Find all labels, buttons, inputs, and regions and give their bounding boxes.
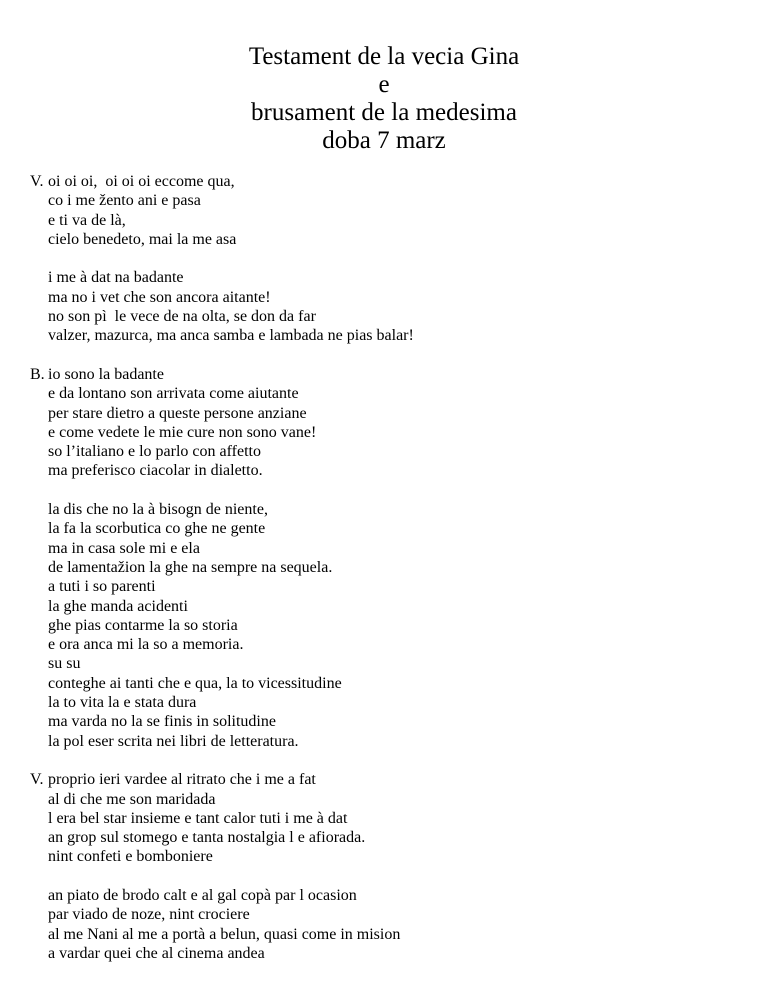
verse-line: la pol eser scrita nei libri de letteratura. bbox=[48, 732, 299, 750]
verse-line: e ti va de là, bbox=[48, 211, 126, 229]
verse-line: io sono la badante bbox=[48, 365, 164, 383]
verse-line: e come vedete le mie cure non sono vane! bbox=[48, 423, 317, 441]
verse-line: l era bel star insieme e tant calor tuti i me à dat bbox=[48, 809, 348, 827]
verse-line: an piato de brodo calt e al gal copà par l ocasion bbox=[48, 886, 357, 904]
stanza bbox=[30, 268, 750, 345]
verse-line: la fa la scorbutica co ghe ne gente bbox=[48, 520, 266, 538]
verse-line: al di che me son maridada bbox=[48, 790, 216, 808]
verse-line: la to vita la e stata dura bbox=[48, 694, 197, 712]
verse-line: cielo benedeto, mai la me asa bbox=[48, 230, 237, 248]
title-line: doba 7 marz bbox=[322, 127, 446, 154]
verse-line: proprio ieri vardee al ritrato che i me a fat bbox=[48, 771, 316, 789]
verse-line: ma preferisco ciacolar in dialetto. bbox=[48, 462, 263, 480]
title-line: Testament de la vecia Gina bbox=[248, 43, 520, 70]
verse-line: per stare dietro a queste persone anziane bbox=[48, 404, 307, 422]
stanza bbox=[30, 770, 750, 866]
verse-line: oi oi oi, oi oi oi eccome qua, bbox=[48, 173, 235, 190]
verse-line: ma no i vet che son ancora aitante! bbox=[48, 288, 271, 306]
verse-line: a vardar quei che al cinema andea bbox=[48, 944, 265, 962]
document-title bbox=[0, 43, 768, 155]
speaker-label: B. bbox=[30, 365, 45, 383]
verse-line: ma in casa sole mi e ela bbox=[48, 539, 200, 557]
verse-line: no son pì le vece de na olta, se don da far bbox=[48, 308, 316, 326]
stanza bbox=[30, 886, 750, 963]
speaker-label: V. bbox=[30, 173, 44, 190]
verse-line: co i me žento ani e pasa bbox=[48, 192, 201, 210]
verse-line: la ghe manda acidenti bbox=[48, 597, 188, 615]
verse-line: so l’italiano e lo parlo con affetto bbox=[48, 443, 261, 461]
verse-line: ma varda no la se finis in solitudine bbox=[48, 713, 276, 731]
verse-line: de lamentažion la ghe na sempre na sequela. bbox=[48, 558, 333, 576]
verse-line: par viado de noze, nint crociere bbox=[48, 906, 250, 924]
verse-line: e ora anca mi la so a memoria. bbox=[48, 636, 244, 654]
stanza bbox=[30, 500, 750, 751]
verse-line: e da lontano son arrivata come aiutante bbox=[48, 385, 299, 403]
verse-line: nint confeti e bomboniere bbox=[48, 848, 213, 866]
title-line: brusament de la medesima bbox=[251, 99, 517, 126]
verse-line: an grop sul stomego e tanta nostalgia l e afiorada. bbox=[48, 829, 366, 847]
poem-body bbox=[30, 172, 750, 963]
verse-line: al me Nani al me a portà a belun, quasi come in mision bbox=[48, 925, 401, 943]
verse-line: valzer, mazurca, ma anca samba e lambada ne pias balar! bbox=[48, 327, 414, 345]
speaker-label: V. bbox=[30, 771, 44, 789]
verse-line: su su bbox=[48, 655, 81, 673]
stanza bbox=[30, 172, 750, 249]
verse-line: la dis che no la à bisogn de niente, bbox=[48, 501, 268, 519]
title-line: e bbox=[378, 71, 390, 98]
verse-line: i me à dat na badante bbox=[48, 269, 184, 287]
verse-line: a tuti i so parenti bbox=[48, 578, 156, 596]
verse-line: conteghe ai tanti che e qua, la to vicessitudine bbox=[48, 674, 342, 692]
verse-line: ghe pias contarme la so storia bbox=[48, 616, 238, 634]
stanza bbox=[30, 365, 750, 481]
